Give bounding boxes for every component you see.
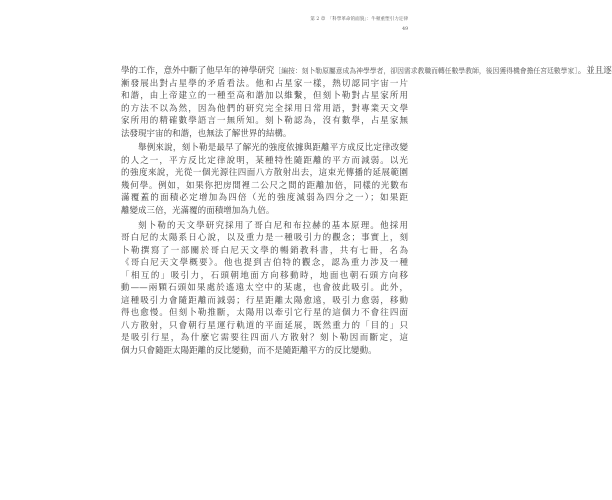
text-line: 法發現宇宙的和諧，也無法了解世界的結構。 <box>121 128 292 139</box>
text-line: 滿覆蓋的面積必定增加為四倍（光的強度減弱為四分之一）；如果距 <box>121 193 408 204</box>
text-line: 這種吸引力會隨距離而減弱；行星距離太陽愈遠，吸引力愈弱，移動 <box>121 295 408 306</box>
text-line: 舉例來說，刻卜勒是最早了解光的強度依據與距離平方成反比定律改變 <box>138 143 408 154</box>
paragraph <box>121 65 612 140</box>
text-line: 的方法不以為然，因為他們的研究完全採用日常用語，對專業天文學 <box>121 103 408 114</box>
text-line: 個力只會隨距太陽距離的反比變動，而不是隨距離平方的反比變動。 <box>121 346 377 357</box>
text-line: 幾何學。例如，如果你把房間裡二公尺之間的距離加倍，同樣的光數布 <box>121 180 408 191</box>
paragraph <box>121 220 408 358</box>
text-line: 動——兩顆石頭如果處於遙遠太空中的某處，也會彼此吸引。此外， <box>121 283 408 294</box>
text-segment: 學的工作，意外中斷了他早年的神學研究 <box>121 66 275 76</box>
text-line: 是吸引行星，為什麼它需要往四面八方散射？刻卜勒因而斷定，這 <box>121 333 408 344</box>
text-line: 和諧，由上帝建立的一種至高和諧加以維繫，但刻卜勒對占星家所用 <box>121 91 408 102</box>
editor-note: ［編按：刻卜勒原屬意成為神學學者，卻因需求教職而轉任數學教師，後因獲得機會擔任宮廷數學家］ <box>274 67 578 75</box>
text-line: 「相互的」吸引力，石頭朝地面方向移動時，地面也朝石頭方向移 <box>121 270 408 281</box>
text-line: 卜勒撰寫了一部關於哥白尼天文學的暢銷教科書，共有七冊，名為 <box>121 245 408 256</box>
body-text <box>121 65 612 358</box>
text-line: 的強度來說，光從一個光源往四面八方散射出去，這束光傳播的延展範圍 <box>121 168 408 179</box>
running-head: 第 2 章 「科學革命的面貌」：牛頓重塑引力定律 <box>310 17 408 22</box>
text-line: 八方散射，只會朝行星運行軌道的平面延展，既然重力的「目的」只 <box>121 320 408 331</box>
text-line: 刻卜勒的天文學研究採用了哥白尼和布拉赫的基本原理。他採用 <box>138 220 408 231</box>
text-line: 的人之一，平方反比定律說明，某種特性隨距離的平方而減弱。以光 <box>121 155 408 166</box>
text-line: 得也愈慢。但刻卜勒推斷，太陽用以牽引它行星的這個力不會往四面 <box>121 308 408 319</box>
text-line: 離變成三倍，光滿覆的面積增加為九倍。 <box>121 206 275 217</box>
text-line: 哥白尼的太陽系日心說，以及重力是一種吸引力的觀念；事實上，刻 <box>121 233 408 244</box>
text-line: 漸發展出對占星學的矛盾看法。他和占星家一樣，熱切認同宇宙一片 <box>121 78 408 89</box>
text-segment: 。並且逐 <box>577 66 612 76</box>
paragraph <box>121 142 408 217</box>
text-line: 《哥白尼天文學概要》。他也提到吉伯特的觀念，認為重力涉及一種 <box>121 258 408 269</box>
page-number: 49 <box>402 27 408 32</box>
text-line <box>121 65 612 78</box>
text-line: 家所用的精確數學語言一無所知。刻卜勒認為，沒有數學，占星家無 <box>121 116 408 127</box>
